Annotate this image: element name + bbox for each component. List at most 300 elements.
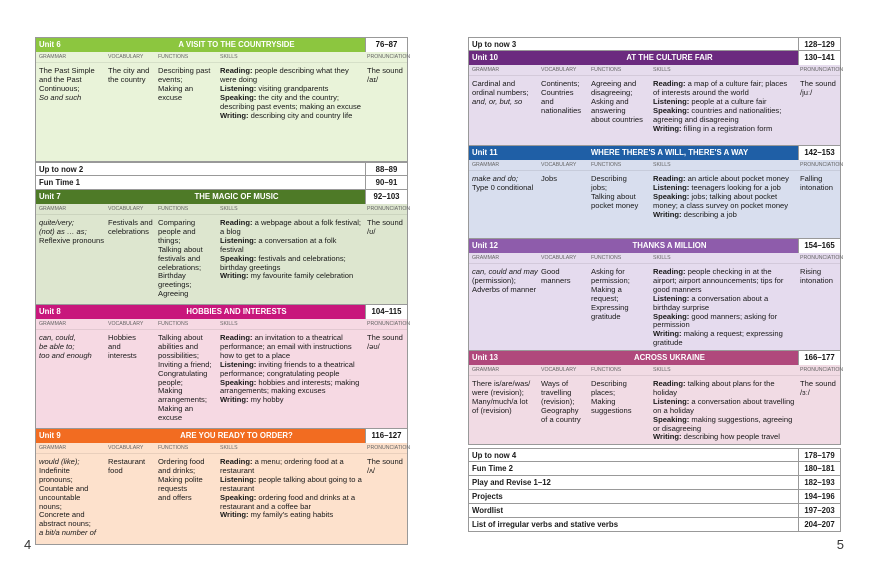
functions-line: permission; (591, 275, 630, 285)
skill-label: Writing: (653, 432, 682, 442)
functions-line: greetings; (158, 280, 192, 290)
pronunciation-cell (365, 334, 407, 424)
grammar-line: Reflexive pronouns (39, 235, 105, 245)
skill-label: Speaking: (220, 92, 257, 102)
skill-label: Reading: (220, 218, 253, 227)
unit-body (36, 454, 407, 544)
unit-number: Unit 7 (39, 192, 61, 201)
skills-cell (653, 380, 798, 440)
vocabulary-line: Good (541, 267, 560, 276)
vocabulary-line: (revision); (541, 396, 575, 406)
header-grammar: GRAMMAR (472, 367, 500, 373)
grammar-line: Continuous; (39, 83, 80, 93)
skills-cell (220, 334, 365, 424)
unit-title: ARE YOU READY TO ORDER? (180, 431, 293, 440)
unit-pages: 130–141 (798, 51, 840, 65)
skill-text: teenagers looking for a job (689, 182, 781, 192)
skill-text: hobbies and interests; making arrangements; making excuses (220, 377, 360, 396)
pronunciation-line: The sound (367, 218, 403, 227)
pronunciation-line: The sound (800, 379, 836, 388)
functions-line: events; (158, 74, 183, 84)
skill-label: Listening: (653, 96, 690, 106)
unit-pages: 142–153 (798, 146, 840, 160)
header-pronunciation: PRONUNCIATION (800, 162, 844, 168)
pronunciation-cell (798, 175, 840, 234)
grammar-line: Indefinite (39, 465, 70, 475)
functions-line: festivals and (158, 253, 201, 263)
functions-cell (158, 458, 220, 540)
vocabulary-line: Countries (541, 87, 574, 97)
unit-6-block (35, 37, 411, 162)
grammar-line: (not) as … as; (39, 226, 87, 236)
unit-pages: 166–177 (798, 351, 840, 365)
skill-text: a map of a culture fair; places of interests around the world (653, 79, 788, 97)
vocabulary-line: Geography (541, 405, 579, 415)
pronunciation-line: /ʊ/ (367, 226, 376, 236)
pronunciation-cell (798, 380, 840, 440)
functions-line: Making a (591, 284, 622, 294)
wordlist-row (468, 504, 841, 518)
skill-text: a conversation about travelling on a holiday (653, 396, 795, 415)
unit-title: HOBBIES AND INTERESTS (186, 307, 287, 316)
grammar-line: make and do; (472, 174, 519, 183)
header-pronunciation: PRONUNCIATION (367, 54, 411, 60)
vocabulary-line: and (108, 341, 121, 351)
grammar-line: uncountable (39, 492, 81, 502)
functions-line: request; (591, 293, 619, 303)
functions-line: Making (158, 386, 183, 396)
functions-line: Describing (591, 379, 627, 388)
functions-line: jobs; (591, 182, 608, 192)
functions-line: people and (158, 226, 196, 236)
row-label: Up to now 4 (472, 451, 517, 460)
unit-12-header (469, 239, 840, 253)
skill-label: Reading: (220, 333, 253, 342)
grammar-line: Many/much/a lot (472, 396, 528, 406)
up-to-now-4-row (468, 448, 841, 462)
row-pages: 194–196 (798, 490, 840, 503)
row-pages: 128–129 (798, 38, 840, 50)
skill-label: Reading: (653, 267, 686, 276)
right-page (435, 0, 870, 566)
header-vocabulary: VOCABULARY (108, 54, 144, 60)
skill-text: my hobby (248, 395, 284, 405)
grammar-line: Adverbs of manner (472, 284, 537, 294)
left-column (35, 37, 411, 545)
header-grammar: GRAMMAR (39, 206, 67, 212)
skill-text: an invitation to a theatrical performance; an email with instructions how to get to a place (220, 333, 352, 360)
skill-label: Speaking: (653, 414, 690, 424)
unit-9-header (36, 429, 407, 443)
header-skills: SKILLS (653, 162, 671, 168)
pronunciation-line: The sound (367, 457, 403, 466)
skill-label: Listening: (653, 293, 690, 303)
vocabulary-cell (541, 175, 591, 234)
skills-cell (220, 458, 365, 540)
header-vocabulary: VOCABULARY (541, 162, 577, 168)
vocabulary-line: interests (108, 350, 137, 360)
row-label: Fun Time 1 (39, 178, 81, 187)
unit-8-header (36, 305, 407, 319)
functions-line: celebrations; (158, 262, 202, 272)
pronunciation-line: intonation (800, 275, 833, 285)
skill-label: Writing: (220, 271, 249, 281)
header-grammar: GRAMMAR (472, 67, 500, 73)
functions-line: abilities and (158, 341, 199, 351)
skill-label: Listening: (653, 182, 690, 192)
grammar-line: So and such (39, 92, 82, 102)
skill-text: describing how people travel (681, 432, 780, 442)
functions-line: Expressing (591, 302, 629, 312)
header-functions: FUNCTIONS (158, 54, 189, 60)
unit-title: ACROSS UKRAINE (633, 353, 706, 362)
skill-label: Writing: (220, 395, 249, 405)
skill-label: Reading: (653, 379, 686, 388)
unit-body (36, 215, 407, 304)
header-vocabulary: VOCABULARY (108, 206, 144, 212)
row-pages: 90–91 (365, 176, 407, 189)
skills-cell (653, 268, 798, 346)
vocabulary-line: the country (108, 74, 146, 84)
functions-line: Congratulating (158, 368, 208, 378)
header-functions: FUNCTIONS (591, 367, 622, 373)
header-skills: SKILLS (653, 255, 671, 261)
grammar-line: of (revision) (472, 405, 512, 415)
unit-body (469, 171, 840, 238)
skill-text: filling in a registration form (681, 123, 773, 133)
skill-label: Writing: (220, 110, 249, 120)
grammar-cell (36, 334, 108, 424)
vocabulary-cell (541, 268, 591, 346)
unit-number: Unit 13 (472, 353, 498, 362)
functions-line: gratitude (591, 311, 621, 321)
header-skills: SKILLS (220, 206, 238, 212)
header-grammar: GRAMMAR (472, 162, 500, 168)
grammar-line: were (revision); (472, 387, 524, 397)
unit-10-block (468, 51, 844, 146)
functions-line: Talking about (591, 191, 636, 201)
row-pages: 178–179 (798, 449, 840, 461)
row-label: Wordlist (472, 506, 504, 515)
header-pronunciation: PRONUNCIATION (800, 255, 844, 261)
row-pages: 204–207 (798, 518, 840, 531)
grammar-line: There is/are/was/ (472, 379, 531, 388)
unit-number: Unit 12 (472, 241, 498, 250)
unit-body (36, 63, 407, 161)
header-vocabulary: VOCABULARY (541, 255, 577, 261)
skill-text: a webpage about a folk festival; a blog (220, 218, 361, 236)
unit-pages: 104–115 (365, 305, 407, 319)
functions-line: answering (591, 105, 626, 115)
skill-label: Reading: (653, 174, 686, 183)
skill-text: the city and the country; describing past events; making an excuse (220, 92, 361, 111)
irregular-verbs-row (468, 518, 841, 532)
functions-line: excuse (158, 92, 183, 102)
vocabulary-line: and (541, 96, 554, 106)
skill-text: describing a job (681, 209, 737, 219)
vocabulary-line: Ways of (541, 379, 569, 388)
unit-title: AT THE CULTURE FAIR (626, 53, 713, 62)
functions-line: Comparing (158, 218, 196, 227)
unit-pages: 116–127 (365, 429, 407, 443)
pronunciation-cell (798, 80, 840, 141)
functions-cell (158, 67, 220, 157)
up-to-now-3-row (468, 37, 841, 51)
functions-line: Agreeing and (591, 79, 637, 88)
grammar-cell (469, 380, 541, 440)
grammar-line: The Past Simple (39, 66, 95, 75)
grammar-line: Type 0 conditional (472, 182, 534, 192)
vocabulary-cell (108, 219, 158, 300)
vocabulary-line: food (108, 465, 123, 475)
skill-text: festivals and celebrations; birthday greetings (220, 253, 346, 272)
grammar-line: can, could and may (472, 267, 538, 276)
pronunciation-cell (365, 67, 407, 157)
functions-line: Talking about (158, 333, 203, 342)
functions-cell (591, 268, 653, 346)
skill-text: visiting grandparents (256, 83, 329, 93)
header-vocabulary: VOCABULARY (108, 321, 144, 327)
row-pages: 180–181 (798, 462, 840, 475)
skill-label: Listening: (653, 396, 690, 406)
header-functions: FUNCTIONS (158, 445, 189, 451)
row-label: Fun Time 2 (472, 464, 514, 473)
grammar-line: ordinal numbers; (472, 87, 529, 97)
vocabulary-line: nationalities (541, 105, 582, 115)
skill-label: Listening: (220, 235, 257, 245)
functions-line: pocket money (591, 200, 639, 210)
header-vocabulary: VOCABULARY (541, 67, 577, 73)
unit-body (469, 76, 840, 145)
row-label: Up to now 3 (472, 40, 517, 49)
skill-text: my family's eating habits (248, 510, 334, 520)
header-skills: SKILLS (220, 445, 238, 451)
row-label: Up to now 2 (39, 165, 84, 174)
skill-label: Writing: (220, 510, 249, 520)
functions-line: Agreeing (158, 289, 189, 299)
functions-line: and offers (158, 492, 192, 502)
header-grammar: GRAMMAR (39, 445, 67, 451)
fun-time-2-row (468, 462, 841, 476)
functions-cell (591, 175, 653, 234)
vocabulary-line: Continents; (541, 79, 580, 88)
header-pronunciation: PRONUNCIATION (367, 321, 411, 327)
skill-text: good manners; asking for permission (653, 311, 778, 330)
unit-10-header (469, 51, 840, 65)
skill-label: Listening: (220, 359, 257, 369)
unit-6-header (36, 38, 407, 52)
unit-pages: 76–87 (365, 38, 407, 52)
header-skills: SKILLS (220, 321, 238, 327)
unit-number: Unit 8 (39, 307, 61, 316)
functions-line: Describing past (158, 66, 211, 75)
skill-label: Speaking: (220, 253, 257, 263)
column-headers (469, 365, 844, 376)
grammar-line: Concrete and (39, 510, 85, 520)
grammar-line: nouns; (39, 501, 62, 511)
vocabulary-cell (541, 380, 591, 440)
functions-line: about countries (591, 114, 643, 124)
skill-label: Writing: (653, 329, 682, 339)
grammar-cell (469, 80, 541, 141)
functions-line: requests (158, 483, 188, 493)
vocabulary-line: Jobs (541, 174, 558, 183)
skill-label: Reading: (220, 457, 253, 466)
pronunciation-cell (365, 458, 407, 540)
unit-11-header (469, 146, 840, 160)
skill-text: jobs; talking about pocket money; a class survey on pocket money (653, 191, 789, 210)
functions-cell (591, 80, 653, 141)
row-pages: 88–89 (365, 163, 407, 175)
unit-pages: 154–165 (798, 239, 840, 253)
vocabulary-line: Festivals and (108, 218, 153, 227)
grammar-line: be able to; (39, 341, 75, 351)
skill-text: people describing what they were doing (220, 66, 349, 84)
unit-7-block (35, 190, 411, 305)
skills-cell (653, 175, 798, 234)
unit-title: A VISIT TO THE COUNTRYSIDE (178, 40, 295, 49)
unit-body (469, 376, 840, 444)
header-vocabulary: VOCABULARY (108, 445, 144, 451)
page-number: 4 (24, 537, 32, 552)
vocabulary-cell (108, 458, 158, 540)
grammar-line: (permission); (472, 275, 516, 285)
vocabulary-cell (108, 334, 158, 424)
column-headers (469, 65, 844, 76)
grammar-line: and, or, but, so (472, 96, 523, 106)
skill-label: Speaking: (220, 492, 257, 502)
skill-label: Speaking: (653, 311, 690, 321)
functions-line: Making polite (158, 474, 203, 484)
pronunciation-line: Rising (800, 267, 822, 276)
unit-title: WHERE THERE'S A WILL, THERE'S A WAY (590, 148, 749, 157)
grammar-line: too and enough (39, 350, 92, 360)
unit-7-header (36, 190, 407, 204)
grammar-line: pronouns; (39, 474, 73, 484)
unit-number: Unit 10 (472, 53, 498, 62)
skill-label: Speaking: (220, 377, 257, 387)
functions-cell (158, 334, 220, 424)
vocabulary-cell (108, 67, 158, 157)
unit-title: THANKS A MILLION (632, 241, 707, 250)
functions-line: Inviting a friend; (158, 359, 212, 369)
unit-13-header (469, 351, 840, 365)
skill-text: ordering food and drinks at a restaurant and a coffee bar (220, 492, 356, 511)
skill-text: a conversation at a folk festival (220, 235, 337, 254)
grammar-line: can, could, (39, 333, 76, 342)
pronunciation-line: /ɜː/ (800, 387, 810, 397)
skill-text: making a request; expressing gratitude (653, 329, 783, 348)
grammar-line: abstract nouns; (39, 519, 91, 529)
unit-pages: 92–103 (365, 190, 407, 204)
skill-label: Speaking: (653, 191, 690, 201)
column-headers (36, 204, 411, 215)
skill-label: Reading: (653, 79, 686, 88)
skills-cell (220, 219, 365, 300)
skills-cell (653, 80, 798, 141)
unit-body (36, 330, 407, 428)
column-headers (469, 160, 844, 171)
unit-number: Unit 6 (39, 40, 61, 49)
projects-row (468, 490, 841, 504)
header-pronunciation: PRONUNCIATION (367, 206, 411, 212)
right-column (468, 37, 844, 532)
grammar-cell (469, 268, 541, 346)
skill-label: Listening: (220, 474, 257, 484)
header-functions: FUNCTIONS (591, 255, 622, 261)
skill-text: people talking about going to a restaurant (220, 474, 362, 493)
functions-line: excuse (158, 413, 183, 423)
functions-line: Asking for (591, 267, 625, 276)
skill-text: inviting friends to a theatrical performance; congratulating people (220, 359, 355, 378)
grammar-line: and the Past (39, 74, 82, 84)
unit-12-block (468, 239, 844, 351)
fun-time-1-row (35, 176, 408, 190)
vocabulary-line: Hobbies (108, 333, 136, 342)
grammar-cell (36, 458, 108, 540)
pronunciation-line: Falling (800, 174, 823, 183)
functions-line: people; (158, 377, 183, 387)
unit-title: THE MAGIC OF MUSIC (194, 192, 279, 201)
skill-text: countries and nationalities; agreeing and disagreeing (653, 105, 782, 124)
header-grammar: GRAMMAR (472, 255, 500, 261)
functions-line: things; (158, 235, 181, 245)
functions-line: Asking and (591, 96, 629, 106)
column-headers (36, 319, 411, 330)
skill-text: people checking in at the airport; airport announcements; tips for good manners (653, 267, 784, 294)
functions-line: Making (591, 396, 616, 406)
header-pronunciation: PRONUNCIATION (800, 67, 844, 73)
functions-cell (158, 219, 220, 300)
page-number: 5 (836, 537, 844, 552)
pronunciation-line: /juː/ (800, 87, 813, 97)
vocabulary-line: travelling (541, 387, 572, 397)
play-and-revise-row (468, 476, 841, 490)
pronunciation-line: The sound (367, 333, 403, 342)
up-to-now-2-row (35, 162, 408, 176)
unit-number: Unit 9 (39, 431, 61, 440)
functions-line: possibilities; (158, 350, 199, 360)
header-pronunciation: PRONUNCIATION (367, 445, 411, 451)
column-headers (36, 52, 411, 63)
functions-line: Making an (158, 83, 194, 93)
functions-line: Talking about (158, 244, 203, 254)
header-pronunciation: PRONUNCIATION (800, 367, 844, 373)
pronunciation-line: The sound (800, 79, 836, 88)
grammar-line: Countable and (39, 483, 89, 493)
row-label: Projects (472, 492, 503, 501)
pronunciation-line: The sound (367, 66, 403, 75)
pronunciation-line: intonation (800, 182, 833, 192)
skill-text: a conversation about a birthday surprise (653, 293, 769, 312)
vocabulary-line: of a country (541, 414, 581, 424)
functions-line: Making an (158, 404, 194, 414)
grammar-cell (36, 67, 108, 157)
column-headers (36, 443, 411, 454)
row-pages: 197–203 (798, 504, 840, 517)
grammar-line: a bit/a number of (39, 528, 96, 538)
grammar-cell (469, 175, 541, 234)
header-functions: FUNCTIONS (158, 321, 189, 327)
pronunciation-cell (365, 219, 407, 300)
functions-line: Birthday (158, 271, 186, 281)
grammar-cell (36, 219, 108, 300)
skill-label: Reading: (220, 66, 253, 75)
grammar-line: quite/very; (39, 218, 75, 227)
unit-9-block (35, 429, 411, 545)
unit-13-block (468, 351, 844, 445)
vocabulary-cell (541, 80, 591, 141)
